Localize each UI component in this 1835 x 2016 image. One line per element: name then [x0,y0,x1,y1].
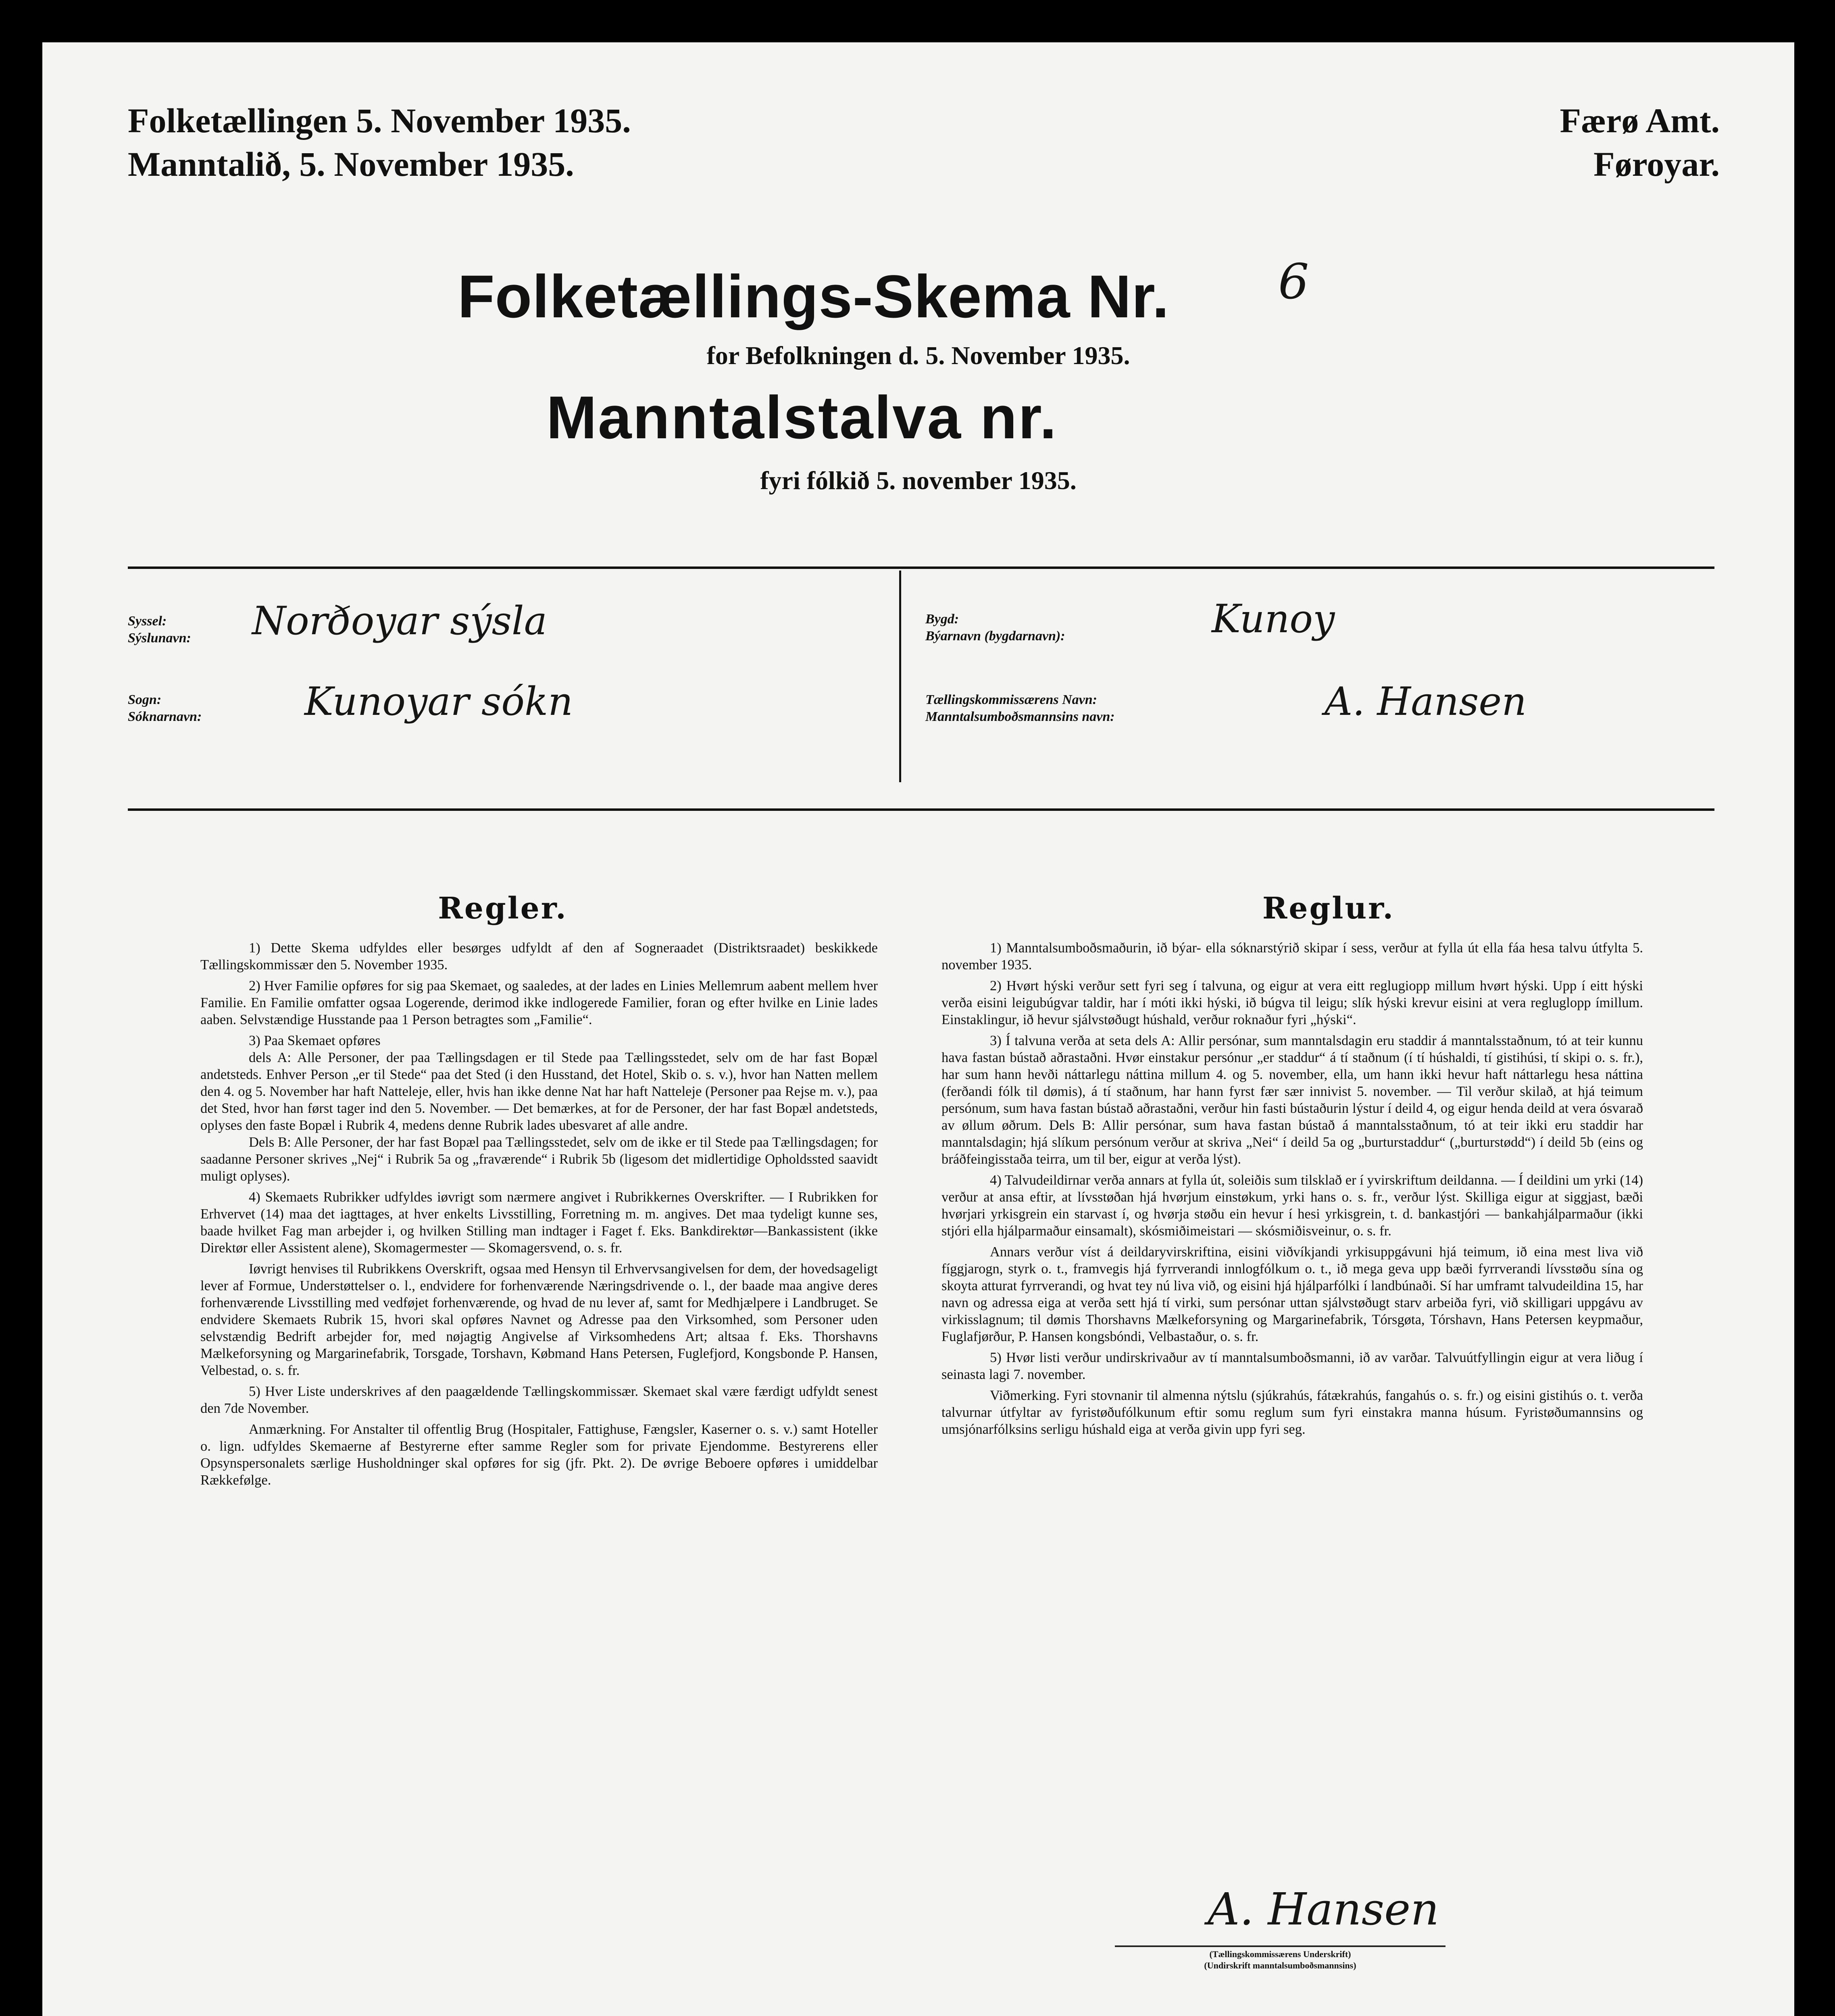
syssel-label-fo: Sýslunavn: [128,631,191,646]
form-subtitle: for Befolkningen d. 5. November 1935. [706,341,1130,370]
reglur-paragraph: 1) Manntalsumboðsmaðurin, ið býar- ella sóknarstýrið skipar í sess, verður at fylla út ella fáa hesa talvu útfylta 5. november 1935. [941,940,1643,973]
form-title-text: Folketællings-Skema Nr. [458,262,1170,330]
regler-paragraph: dels A: Alle Personer, der paa Tællingsdagen er til Stede paa Tællingsstedet, selv om de har fast Bopæl andetsteds. Enhver Person „er til Stede“ paa det Sted (i den Husstand, det Hotel, Skib o. s. v.), hvor han Natten mellem den 4. og 5. November har haft Natteleje, eller, hvis han ikke denne Nat har haft Natteleje (Personer paa Rejse m. v.), paa det Sted, hvor han først tager ind den 5. November. — Det bemærkes, at for de Personer, der har fast Bopæl andetsteds, oplyses den faste Bopæl i Rubrik 4, medens denne Rubrik lades ubesvaret af alle andre. [200,1050,878,1133]
sogn-label-fo: Sóknarnavn: [128,709,202,724]
syssel-label-da: Syssel: [128,614,167,629]
reglur-paragraph: 3) Í talvuna verða at seta dels A: Allir persónar, sum manntalsdagin eru staddir á manntalsstaðnum, tó at teir kunnu hava fastan bústað aðrastaðni. Hvør einstakur persónur „er staddur“ á tí staðnum (í tí húshaldi, tí gistihúsi, tí skipi o. s. fr.), har sum hann hevði náttarlegu náttina millum 4. og 5. november, ella, um hann ikki hevur haft náttarlegu hesa náttina (ferðandi fólk til dømis), á tí staðnum, har hann fyrst fær sær innivist 5. november. — Til verður skilað, at hjá teimum persónum, sum hava fastan bústað aðrastaðni, verður hin fasti bústaðurin lýstur í deild 4, og eigur henda deild at vera ósvarað av øllum øðrum. Dels B: Allir persónar, sum hava fastan bústað á manntalsstaðnum, tó at teir ikki eru staddir har manntalsdagin; hjá slíkum persónum verður at skriva „Nei“ í deild 5a og „burturstaddur“ („burturstødd“) í deild 5b (eins og bráðfeingisstaða teirra, um til ber, eigur at verða lýst). [941,1033,1643,1167]
bygd-label-da: Bygd: [925,612,959,627]
signature-caption-fo: (Undirskrift manntalsumboðsmannsins) [1204,1960,1356,1970]
regler-column [200,939,878,1489]
regler-title: Regler. [438,891,568,926]
regler-paragraph: 1) Dette Skema udfyldes eller besørges udfyldt af den af Sogneraadet (Distriktsraadet) beskikkede Tællingskommissær den 5. November 1935. [200,940,878,973]
reglur-title: Reglur. [1262,891,1395,926]
kommissaer-label [925,691,1115,725]
header-right-line2: Føroyar. [1593,145,1720,183]
form-subtitle-faroese: fyri fólkið 5. november 1935. [760,466,1077,495]
header-left [128,99,631,186]
signature-caption [1115,1949,1446,1971]
header-left-line1: Folketællingen 5. November 1935. [128,101,631,140]
header-right [1560,99,1720,186]
top-divider [128,566,1714,569]
reglur-paragraph: Viðmerking. Fyri stovnanir til almenna nýtslu (sjúkrahús, fátækrahús, fangahús o. s. fr.) og eisini gistihús o. t. verða talvurnar útfyltar av fyristøðufólkunum eftir somu reglum sum fyri einstakra manna húsum. Fyristøðumannsins og umsjónarfólksins serligu húshald eiga at verða givin upp fyri seg. [941,1388,1643,1437]
field-divider [899,571,901,782]
regler-paragraph: 3) Paa Skemaet opføres [249,1033,381,1048]
form-title [458,262,1169,331]
regler-paragraph: 2) Hver Familie opføres for sig paa Skemaet, og saaledes, at der lades en Linies Mellemrum aabent mellem hver Familie. En Familie omfatter ogsaa Logerende, derimod ikke indlogerede Familier, foran og efter hvilke en Linie lades aaben. Selvstændige Husstande paa 1 Person betragtes som „Familie“. [200,978,878,1027]
regler-paragraph: Iøvrigt henvises til Rubrikkens Overskrift, ogsaa med Hensyn til Erhvervsangivelsen for dem, der hovedsageligt lever af Formue, Understøttelser o. l., endvidere for forhenværende Næringsdrivende o. l., der baade maa angive deres forhenværende Livsstilling med vedføjet forhenværende, og hvad de nu lever af, samt for Medhjælpere i Landbruget. Se endvidere Skemaets Rubrik 15, hvori skal opføres Navnet og Adresse paa den Virksomhed, som Personer uden selvstændig Bedrift arbejder for, med nøjagtig Angivelse af Virksomhedens Art; altsaa f. Eks. Thorshavns Mælkeforsyning og Margarinefabrik, Torsgade, Torshavn, Købmand Hans Petersen, Fuglefjord, Kongsbonde P. Hansen, Velbestad, o. s. fr. [200,1261,878,1378]
census-form-sheet [42,42,1794,2016]
header-left-line2: Manntalið, 5. November 1935. [128,145,574,183]
signature-caption-da: (Tællingskommissærens Underskrift) [1209,1949,1351,1959]
regler-paragraph: Anmærkning. For Anstalter til offentlig Brug (Hospitaler, Fattighuse, Fængsler, Kaserner o. s. v.) samt Hoteller o. lign. udfyldes Skemaerne af Bestyrerne efter samme Regler som for private Ejendomme. Bestyrerens eller Opsynspersonalets særlige Husholdninger skal opføres for sig (jfr. Pkt. 2). De øvrige Beboere opføres i umiddelbar Rækkefølge. [200,1422,878,1488]
kommissaer-label-fo: Manntalsumboðsmannsins navn: [925,709,1115,724]
sogn-label [128,691,202,725]
regler-paragraph: Dels B: Alle Personer, der har fast Bopæl paa Tællingsstedet, selv om de ikke er til Stede paa Tællingsdagen; for saadanne Personer skrives „Nej“ i Rubrik 5a og „fraværende“ i Rubrik 5b (ligesom det midlertidige Opholdssted saavidt muligt oplyses). [200,1135,878,1184]
kommissaer-label-da: Tællingskommissærens Navn: [925,692,1097,707]
signature-handwritten: A. Hansen [1208,1883,1439,1935]
reglur-column [941,939,1643,1438]
bygd-field[interactable]: Kunoy [1212,596,1335,641]
bygd-label [925,611,1065,645]
signature-line [1115,1945,1446,1947]
form-number: 6 [1278,254,1309,310]
bygd-label-fo: Býarnavn (bygdarnavn): [925,629,1065,644]
reglur-paragraph: 2) Hvørt hýski verður sett fyri seg í talvuna, og eigur at vera eitt reglugiopp millum hvørt hýski. Upp í eitt hýski verða eisini leigubúgvar taldir, har í móti ikki hýski, ið búgva til leigu; slík hýski krevur eisini at vera regluglopp ímillum. Einstaklingur, ið hevur sjálvstøðugt húshald, verður roknaður fyri „hýski“. [941,978,1643,1027]
bottom-divider [128,808,1714,811]
syssel-label [128,613,191,647]
reglur-paragraph: 4) Talvudeildirnar verða annars at fylla út, soleiðis sum tilsklað er í yvirskriftum deildanna. — Í deildini um yrki (14) verður at ansa eftir, at lívsstøðan hjá hvørjum einstøkum, yrki hans o. s. fr., verður lýst. Skilliga eigur at siggjast, bæði hvørjari yrkisgrein ein starvast í, og hvørja støðu ein hevur í hesi yrkisgrein, t. d. bankastjóri — bankahjálparmaður (ikki stjóri ella hjálparmaður einsamalt), skósmiðimeistari — skósmiðisveinur, o. s. fr. [941,1173,1643,1239]
reglur-paragraph: Annars verður víst á deildaryvirskriftina, eisini viðvíkjandi yrkisuppgávuni hjá teimum, ið eina mest liva við fíggjarogn, styrk o. t., framvegis hjá fyrrverandi innlogfólkum o. t., ið mega geva upp bæði fyrrverandi lívsstøðu sína og skoyta atturat fyrrverandi, og hvat tey nú liva við, og eisini hjá hjálparfólki í landbúnaði. Sí har umframt talvudeildina 15, har navn og adressa eiga at verða sett hjá tí virki, sum persónar uttan sjálvstøðugt starv arbeiða fyri, við skilligari uppgávu av virkisslagnum; til dømis Thorshavns Mælkeforsyning og Margarinefabrik, Tórsgøta, Tórshavn, Hans Petersen keypmaður, Fuglafjørður, P. Hansen kongsbóndi, Velbastaður, o. s. fr. [941,1244,1643,1344]
kommissaer-field[interactable]: A. Hansen [1325,679,1527,724]
header-right-line1: Færø Amt. [1560,101,1720,140]
regler-paragraph: 4) Skemaets Rubrikker udfyldes iøvrigt som nærmere angivet i Rubrikkernes Overskrifter. — I Rubrikken for Erhvervet (14) maa det iagttages, at hver enkelts Livsstilling, Forretning m. m. angives. Det maa tydeligt kunne ses, baade hvilket Fag man arbejder i, og hvilken Stilling man indtager i Faget f. Eks. Bankdirektør—Bankassistent (ikke Direktør eller Assistent alene), Skomagermester — Skomagersvend, o. s. fr. [200,1189,878,1256]
sogn-label-da: Sogn: [128,692,162,707]
form-title-faroese: Manntalstalva nr. [546,383,1058,451]
reglur-paragraph: 5) Hvør listi verður undirskrivaður av tí manntalsumboðsmanni, ið av varðar. Talvuútfyllingin eigur at vera liðug í seinasta lagi 7. november. [941,1350,1643,1382]
syssel-field[interactable]: Norðoyar sýsla [252,598,547,644]
regler-paragraph: 5) Hver Liste underskrives af den paagældende Tællingskommissær. Skemaet skal være færdigt udfyldt senest den 7de November. [200,1384,878,1416]
sogn-field[interactable]: Kunoyar sókn [304,679,573,724]
